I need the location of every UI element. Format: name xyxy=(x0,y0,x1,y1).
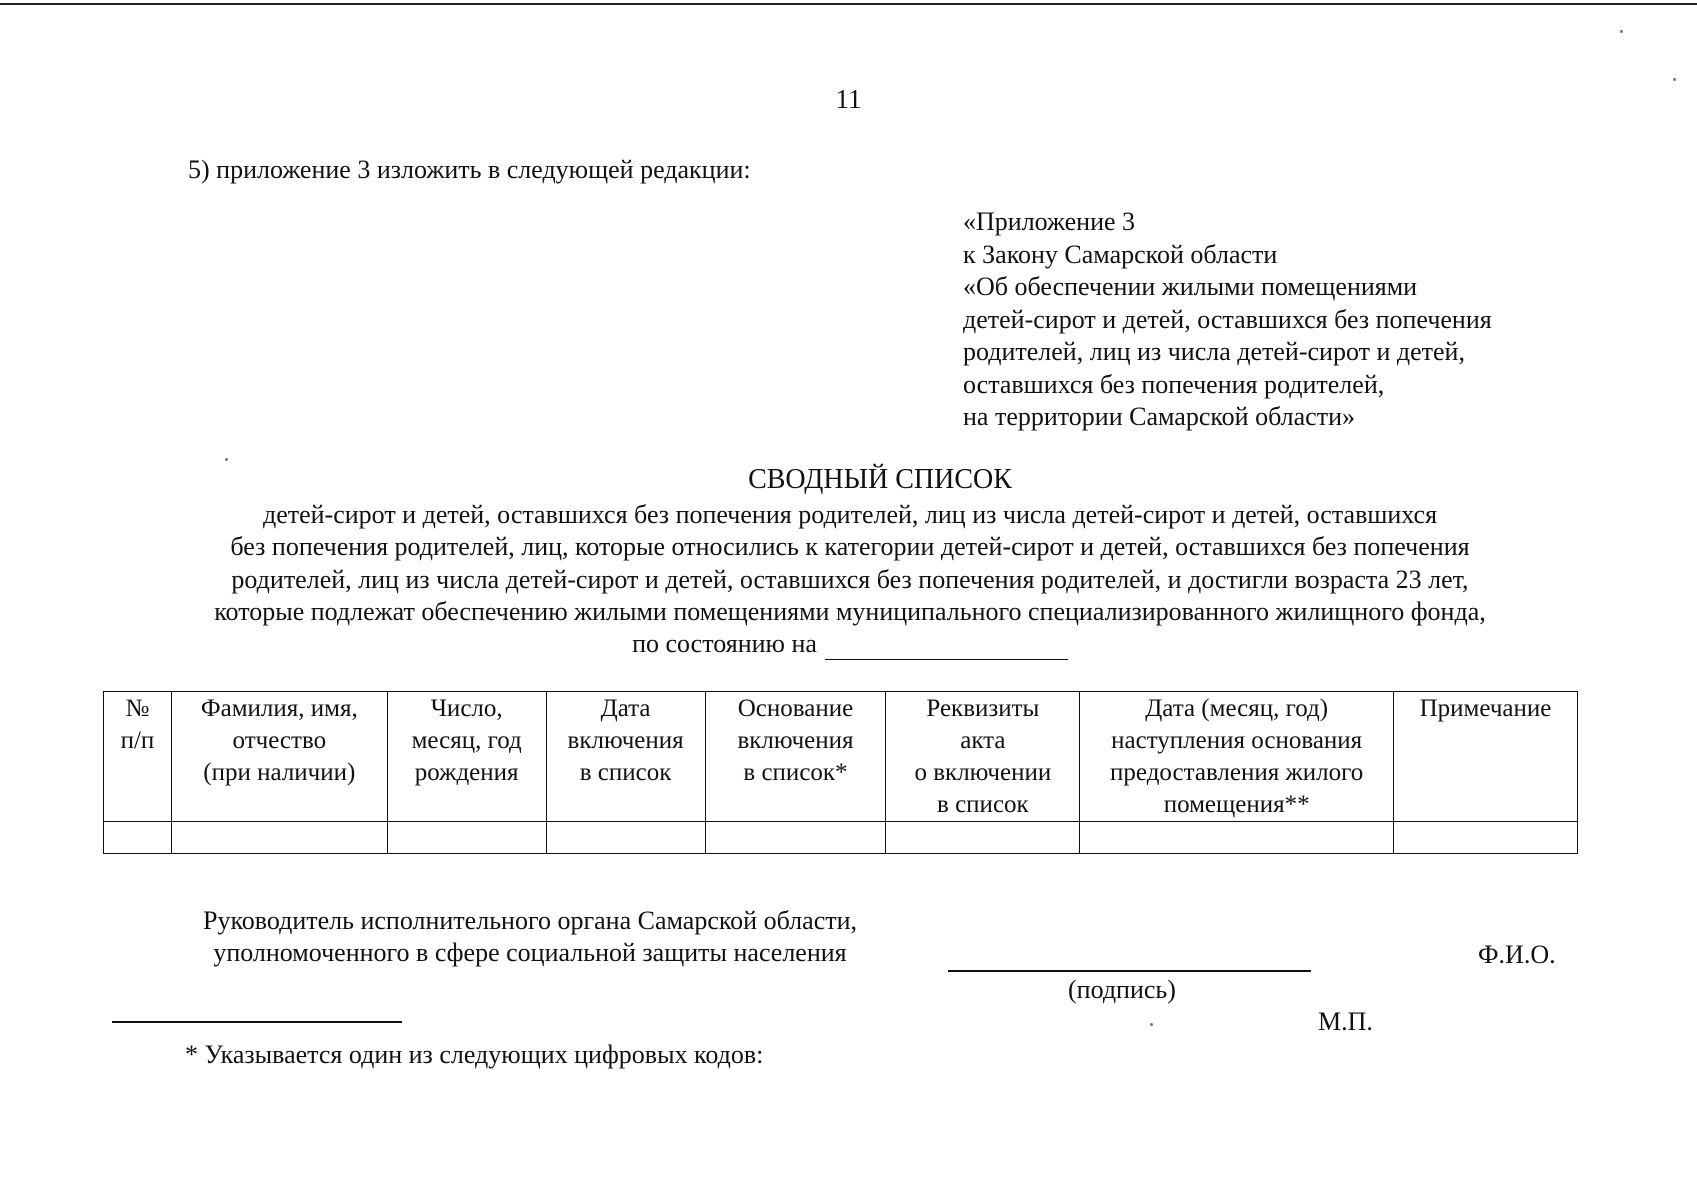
scan-speck xyxy=(1620,30,1623,33)
appendix-line: «Об обеспечении жилыми помещениями xyxy=(963,272,1418,301)
seal-place-label: М.П. xyxy=(1318,1007,1373,1036)
appendix-line: к Закону Самарской области xyxy=(963,239,1278,269)
as-of-label: по состоянию на xyxy=(632,629,817,659)
list-description-line: которые подлежат обеспечению жилыми помещениями муниципального специализированного жилищного фонда, xyxy=(214,596,1486,626)
footnote: * Указывается один из следующих цифровых кодов: xyxy=(185,1040,764,1069)
column-header: № п/п xyxy=(104,692,172,822)
table-cell xyxy=(171,822,387,854)
item-intro: 5) приложение 3 изложить в следующей редакции: xyxy=(188,155,751,184)
column-header: Реквизиты акта о включении в список xyxy=(886,692,1080,822)
scan-speck xyxy=(1150,1023,1153,1026)
signature-line xyxy=(948,970,1311,972)
fio-label: Ф.И.О. xyxy=(1478,940,1556,969)
table-cell xyxy=(387,822,546,854)
page-number: 11 xyxy=(835,84,862,114)
signature-caption: (подпись) xyxy=(1068,975,1176,1004)
as-of-line xyxy=(140,628,1560,660)
register-table xyxy=(103,691,1578,854)
footnote-rule xyxy=(112,1021,402,1023)
table-cell xyxy=(1394,822,1578,854)
scan-speck xyxy=(1673,78,1676,81)
column-header: Основание включения в список* xyxy=(705,692,886,822)
column-header: Фамилия, имя, отчество (при наличии) xyxy=(171,692,387,822)
appendix-line: детей-сирот и детей, оставшихся без попечения xyxy=(963,304,1492,334)
top-rule xyxy=(0,3,1697,5)
appendix-line: родителей, лиц из числа детей-сирот и детей, xyxy=(963,337,1465,366)
appendix-line: оставшихся без попечения родителей, xyxy=(963,369,1385,399)
list-description-line: без попечения родителей, лиц, которые относились к категории детей-сирот и детей, оставшихся без попечения xyxy=(230,532,1470,562)
table-header-row xyxy=(104,692,1578,822)
appendix-line: «Приложение 3 xyxy=(963,207,1136,236)
column-header: Примечание xyxy=(1394,692,1578,822)
scan-speck xyxy=(225,458,228,461)
official-title-line: Руководитель исполнительного органа Самарской области, xyxy=(202,906,858,935)
appendix-header xyxy=(963,206,1492,434)
list-description-line: родителей, лиц из числа детей-сирот и детей, оставшихся без попечения родителей, и достигли возраста 23 лет, xyxy=(231,564,1469,594)
table-cell xyxy=(705,822,886,854)
table-cell xyxy=(104,822,172,854)
official-title-line: уполномоченного в сфере социальной защиты населения xyxy=(213,938,847,967)
official-title xyxy=(140,905,920,969)
list-description xyxy=(140,499,1560,660)
column-header: Дата включения в список xyxy=(546,692,705,822)
list-description-line: детей-сирот и детей, оставшихся без попечения родителей, лиц из числа детей-сирот и детей, оставшихся xyxy=(262,500,1438,529)
table-cell xyxy=(546,822,705,854)
table-cell xyxy=(1080,822,1394,854)
column-header: Число, месяц, год рождения xyxy=(387,692,546,822)
appendix-line: на территории Самарской области» xyxy=(963,402,1355,431)
column-header: Дата (месяц, год) наступления основания предоставления жилого помещения** xyxy=(1080,692,1394,822)
table-row xyxy=(104,822,1578,854)
as-of-date-blank xyxy=(825,631,1068,660)
table-cell xyxy=(886,822,1080,854)
list-title: СВОДНЫЙ СПИСОК xyxy=(748,464,1012,495)
